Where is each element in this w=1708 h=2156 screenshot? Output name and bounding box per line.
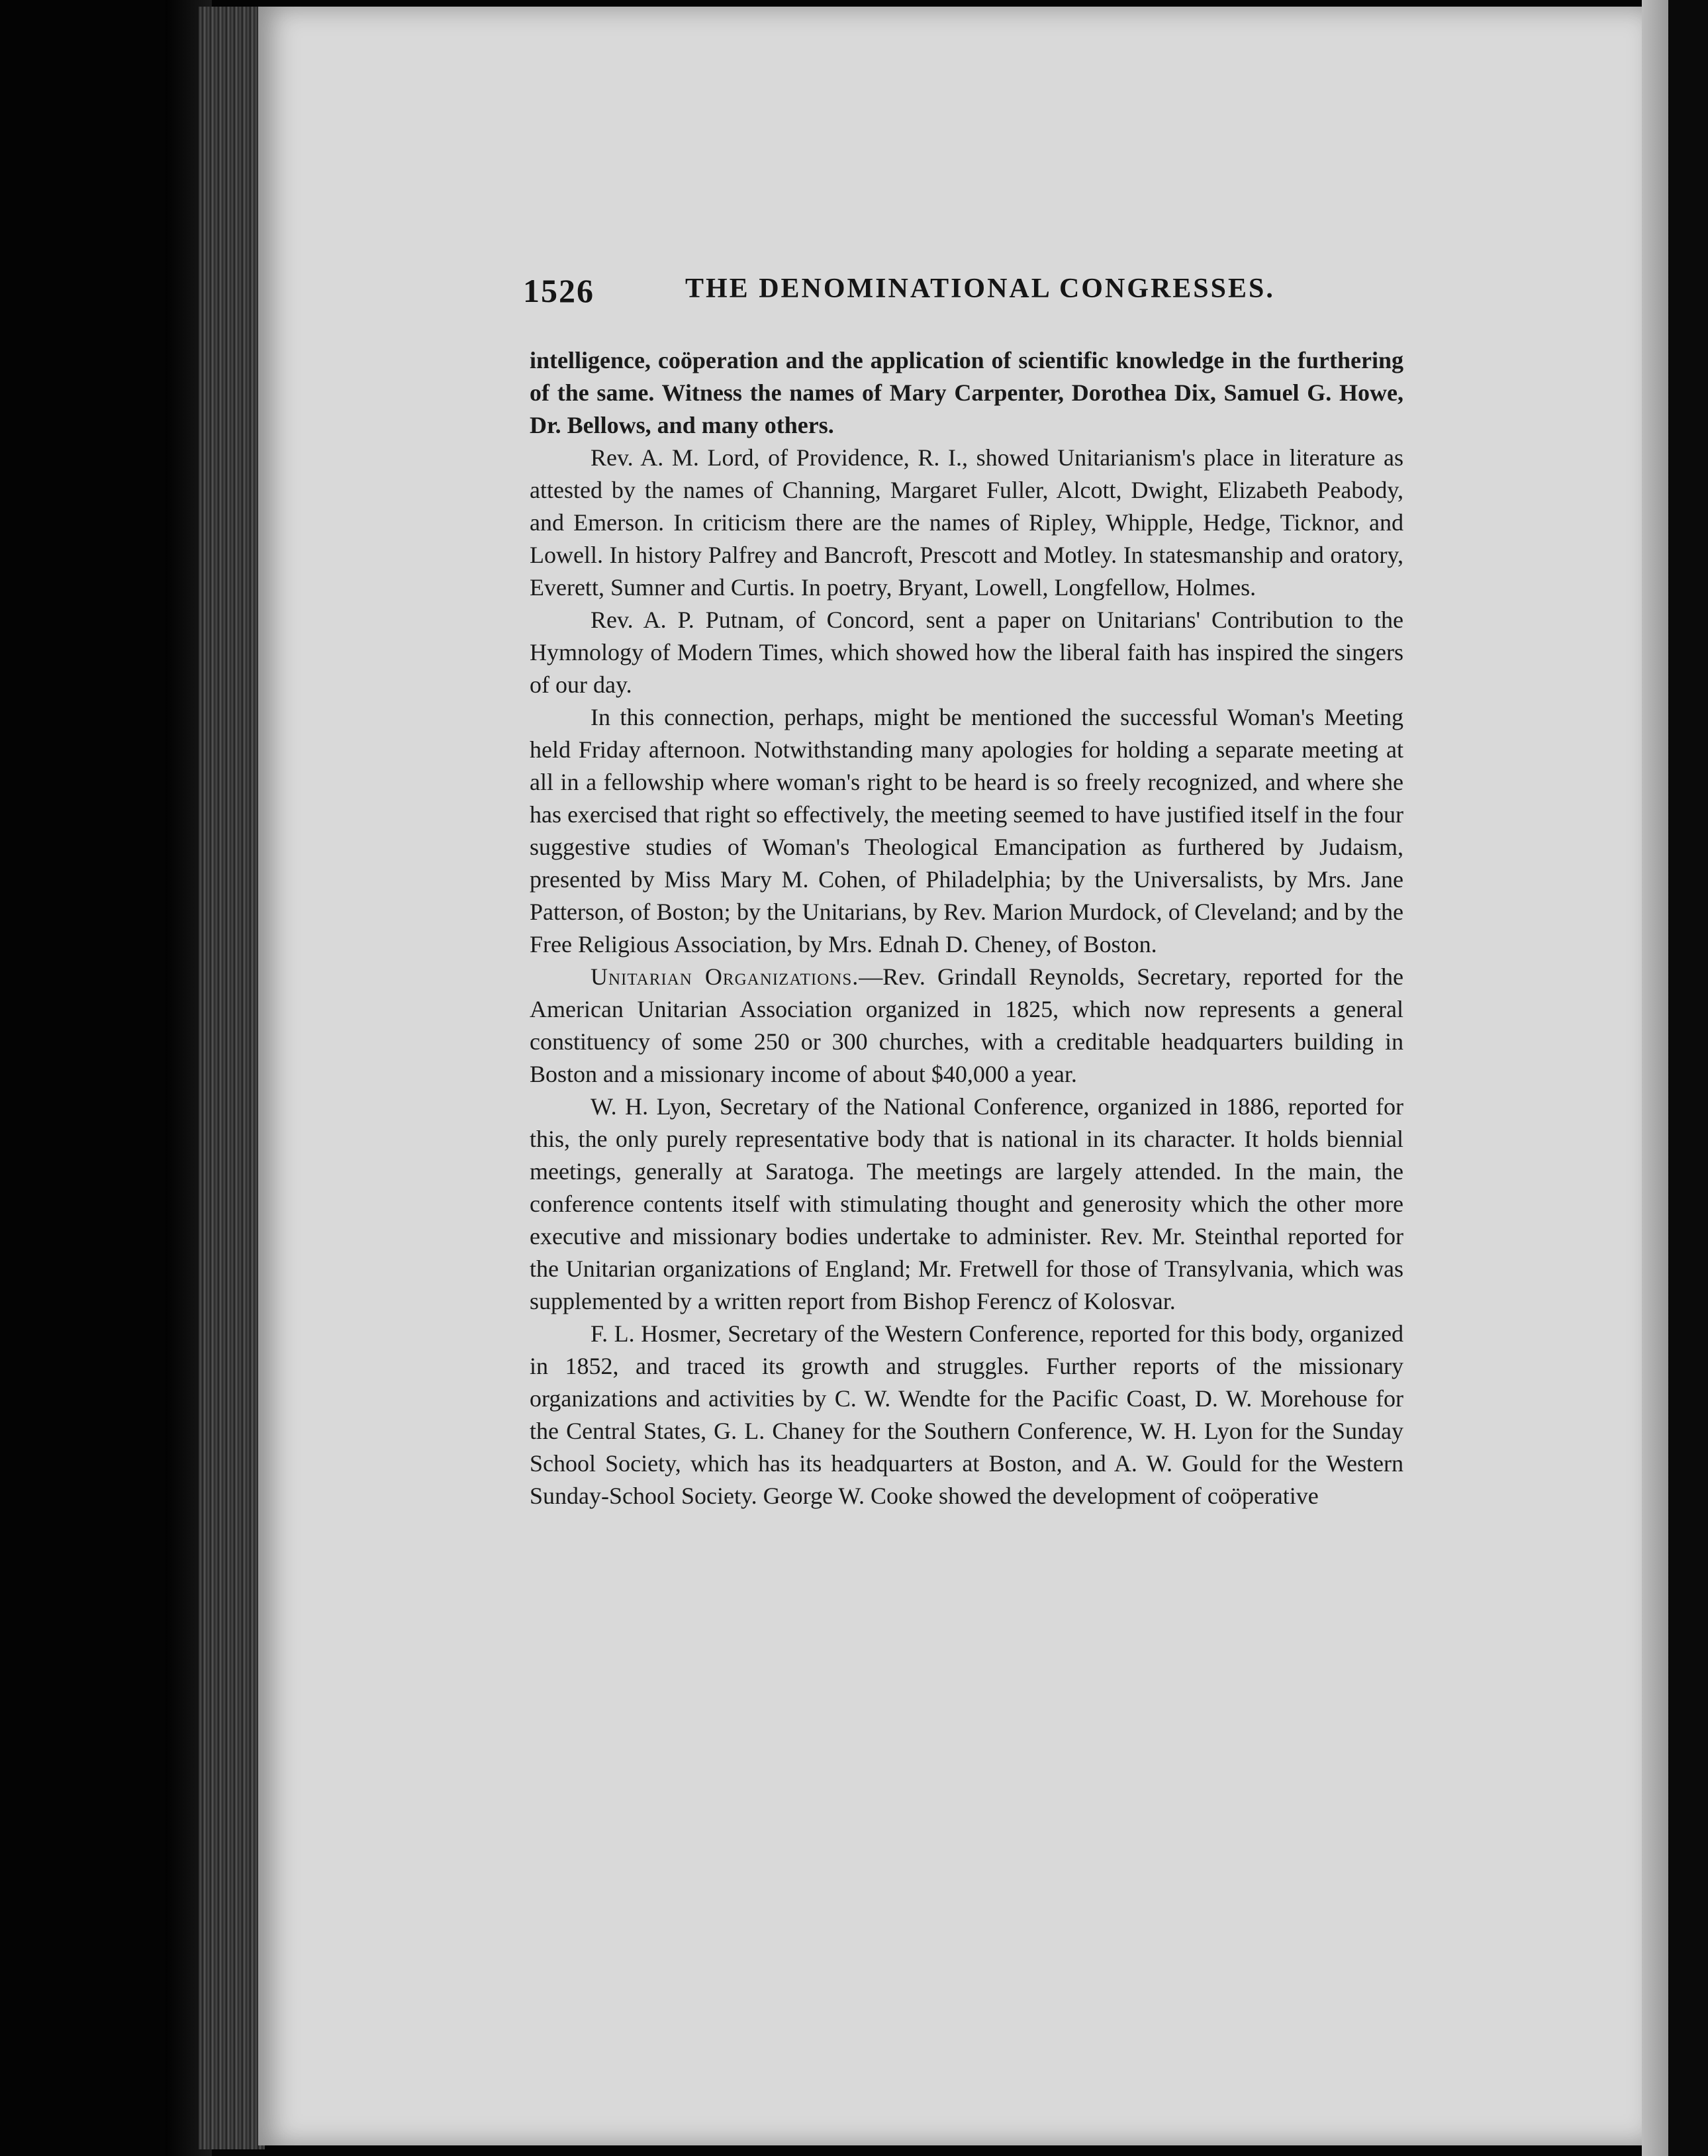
paragraph-3: Rev. A. P. Putnam, of Concord, sent a paper on Unitarians' Contribution to the Hymnology of Modern Times, which showed how the liberal faith has inspired the singers of our day.	[530, 607, 1403, 698]
page-number: 1526	[523, 272, 594, 309]
section-heading: Unitarian Organizations.	[591, 963, 859, 990]
body-text	[530, 344, 1403, 1512]
paragraph-2: Rev. A. M. Lord, of Providence, R. I., showed Unitarianism's place in literature as attested by the names of Channing, Margaret Fuller, Alcott, Dwight, Elizabeth Peabody, and Emerson. In criticism there are the names of Ripley, Whipple, Hedge, Ticknor, and Lowell. In history Palfrey and Bancroft, Prescott and Motley. In statesmanship and oratory, Everett, Sumner and Curtis. In poetry, Bryant, Lowell, Longfellow, Holmes.	[530, 444, 1403, 601]
right-border	[1668, 0, 1708, 2156]
paragraph-6: W. H. Lyon, Secretary of the National Conference, organized in 1886, reported for this, the only purely representative body that is national in its character. It holds biennial meetings, generally at Saratoga. The meetings are largely attended. In the main, the conference contents itself with stimulating thought and generosity which the other more executive and missionary bodies undertake to administer. Rev. Mr. Steinthal reported for the Unitarian organizations of England; Mr. Fretwell for those of Transylvania, which was supplemented by a written report from Bishop Ferencz of Kolosvar.	[530, 1093, 1403, 1314]
paragraph-4: In this connection, perhaps, might be mentioned the successful Woman's Meeting held Friday afternoon. Notwithstanding many apologies for holding a separate meeting at all in a fellowship where woman's right to be heard is so freely recognized, and where she has exercised that right so effectively, the meeting seemed to have justified itself in the four suggestive studies of Woman's Theological Emancipation as furthered by Judaism, presented by Miss Mary M. Cohen, of Philadelphia; by the Universalists, by Mrs. Jane Patterson, of Boston; by the Unitarians, by Rev. Marion Murdock, of Cleveland; and by the Free Religious Association, by Mrs. Ednah D. Cheney, of Boston.	[530, 704, 1403, 957]
next-page-edge	[1642, 0, 1668, 2156]
page-edges	[199, 7, 265, 2149]
section-paragraph	[530, 961, 1403, 1091]
paragraph-7: F. L. Hosmer, Secretary of the Western Conference, reported for this body, organized in 1852, and traced its growth and struggles. Further reports of the missionary organizations and activities by C. W. Wendte for the Pacific Coast, D. W. Morehouse for the Central States, G. L. Chaney for the Southern Conference, W. H. Lyon for the Sunday School Society, which has its headquarters at Boston, and A. W. Gould for the Western Sunday-School Society. George W. Cooke showed the development of coöperative	[530, 1320, 1403, 1509]
paragraph-1: intelligence, coöperation and the application of scientific knowledge in the furthering of the same. Witness the names of Mary Carpenter, Dorothea Dix, Samuel G. Howe, Dr. Bellows, and many others.	[530, 347, 1403, 438]
running-title: THE DENOMINATIONAL CONGRESSES.	[685, 273, 1275, 304]
section-text: —Rev. Grindall Reynolds, Secretary, reported for the American Unitarian Association organized in 1825, which now represents a general constituency of some 250 or 300 churches, with a creditable headquarters building in Boston and a missionary income of about $40,000 a year.	[530, 963, 1403, 1087]
running-header	[523, 265, 1410, 318]
